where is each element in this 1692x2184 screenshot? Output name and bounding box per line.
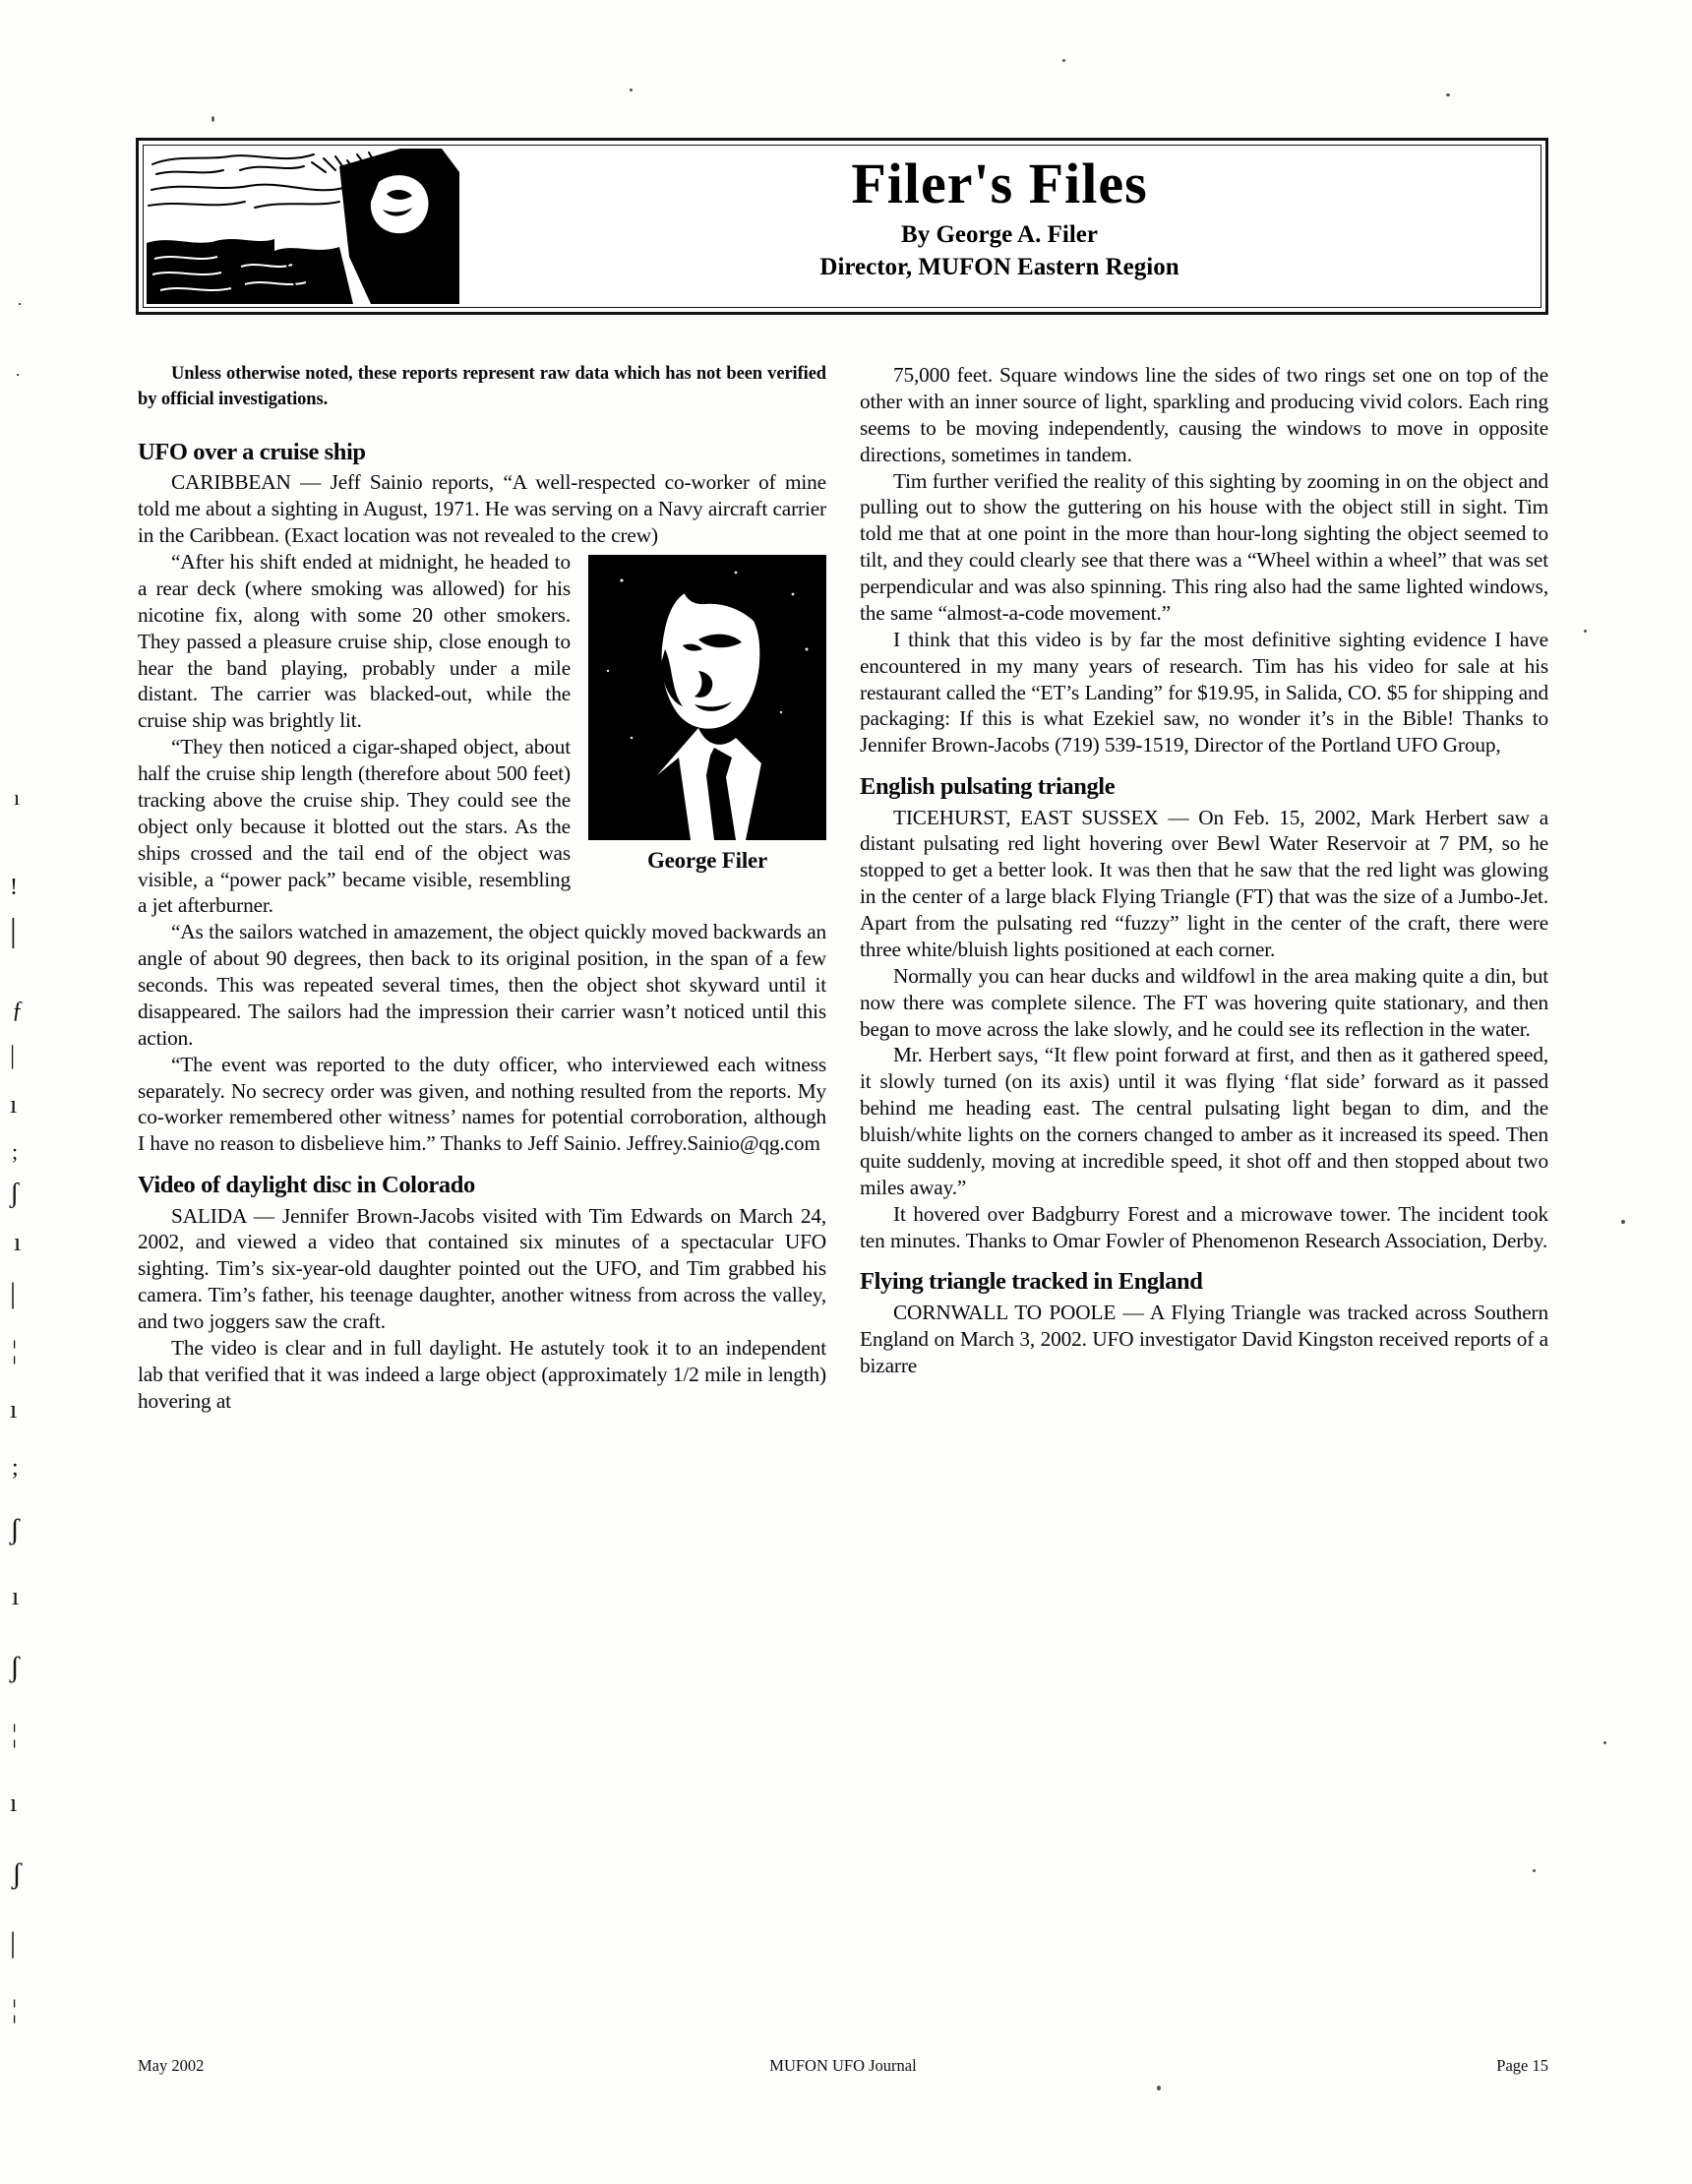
margin-mark: |	[10, 1926, 17, 1959]
masthead-titles	[463, 154, 1536, 283]
scan-speck	[1603, 1741, 1606, 1744]
paragraph: Normally you can hear ducks and wildfowl in the area making quite a din, but now there was complete silence. The FT was hovering quite stationary, and then began to move across the lake slowly, and he could see its reflection in the water.	[860, 963, 1548, 1041]
scan-speck	[212, 116, 214, 122]
paragraph: 75,000 feet. Square windows line the sides of two rings set one on top of the other with an inner source of light, sparkling and producing vivid colors. Each ring seems to be moving independently, causing the windows to move in opposite directions, sometimes in tandem.	[860, 363, 1548, 466]
column-left	[138, 362, 826, 2025]
scan-speck	[1621, 1220, 1625, 1224]
margin-mark: ¦	[12, 1720, 18, 1748]
paragraph: “As the sailors watched in amazement, the object quickly moved backwards an angle of about 90 degrees, then back to its original position, in the span of a few seconds. This was repeated several times, then the object shot skyward until it disappeared. The sailors had the impression their carrier wasn’t noticed until this action.	[138, 920, 826, 1050]
margin-mark: ƒ	[12, 998, 24, 1023]
section-heading-english-pulsating-triangle: English pulsating triangle	[860, 773, 1116, 801]
margin-mark: |	[10, 913, 17, 949]
margin-mark: ¦	[12, 1995, 18, 2024]
paragraph: “They then noticed a cigar-shaped object, about half the cruise ship length (therefore about 500 feet) tracking above the cruise ship. They could see the object only because it blotted out the stars. As the ships crossed and the tail end of the object was visible, a “power pack” became visible, resembling a jet afterburner.	[138, 735, 571, 918]
section-heading-flying-triangle-tracked-in-england: Flying triangle tracked in England	[860, 1268, 1203, 1296]
margin-mark: |	[10, 1277, 17, 1309]
margin-mark: ı	[10, 1789, 18, 1817]
margin-mark: ʃ	[10, 1513, 20, 1546]
margin-mark: ʃ	[12, 1857, 22, 1890]
margin-mark: ;	[12, 1139, 19, 1164]
margin-mark: ʃ	[10, 1179, 20, 1209]
scan-speck	[1157, 2086, 1161, 2091]
margin-mark: !	[10, 875, 18, 900]
margin-mark: ı	[12, 1582, 20, 1610]
masthead	[136, 138, 1548, 315]
margin-mark: ı	[14, 785, 21, 810]
george-filer-portrait-image	[588, 555, 826, 840]
paragraph: Mr. Herbert says, “It flew point forward at first, and then as it gathered speed, it slowly turned (on its axis) until it was flying ‘flat side’ forward as it passed behind me heading east. The central pulsating light began to dim, and the bluish/white lights on the corners changed to amber as it increased its speed. Then quite suddenly, moving at incredible speed, it shot off and then stopped about two miles away.”	[860, 1043, 1548, 1199]
margin-mark: .	[16, 361, 21, 380]
footer-publication: MUFON UFO Journal	[769, 2056, 917, 2075]
page-footer	[138, 2056, 1548, 2082]
paragraph: TICEHURST, EAST SUSSEX — On Feb. 15, 2002, Mark Herbert saw a distant pulsating red light hovering over Bewl Water Reservoir at 7 PM, so he stopped to get a better look. It was then that he saw that the red light was glowing in the center of a large black Flying Triangle (FT) that was the size of a Jumbo-Jet. Apart from the pulsating red “fuzzy” light in the center of the craft, there were three white/bluish lights positioned at each corner.	[860, 805, 1548, 961]
paragraph: I think that this video is by far the most definitive sighting evidence I have encountered in my many years of research. Tim has his video for sale at his restaurant called the “ET’s Landing” for $19.95, in Salida, CO. $5 for shipping and packaging: If this is what Ezekiel saw, no wonder it’s in the Bible! Thanks to Jennifer Brown-Jacobs (719) 539-1519, Director of the Portland UFO Group,	[860, 627, 1548, 758]
page-title: Filer's Files	[851, 152, 1148, 215]
scan-speck	[1584, 630, 1587, 633]
masthead-illustration	[147, 149, 459, 304]
paragraph: The video is clear and in full daylight. He astutely took it to an independent lab that verified that it was indeed a large object (approximately 1/2 mile in length) hovering at	[138, 1335, 826, 1413]
scan-speck	[1446, 93, 1450, 96]
paragraph: CORNWALL TO POOLE — A Flying Triangle was tracked across Southern England on March 3, 2002. UFO investigator David Kingston received reports of a bizarre	[860, 1300, 1548, 1377]
masthead-affiliation: Director, MUFON Eastern Region	[819, 253, 1179, 280]
masthead-byline: By George A. Filer	[901, 220, 1098, 248]
column-right	[860, 362, 1548, 2025]
margin-mark: ı	[10, 1090, 18, 1119]
margin-mark: ;	[12, 1455, 19, 1481]
paragraph: CARIBBEAN — Jeff Sainio reports, “A well-respected co-worker of mine told me about a sighting in August, 1971. He was serving on a Navy aircraft carrier in the Caribbean. (Exact location was not revealed to the crew)	[138, 470, 826, 548]
section-heading-video-of-daylight-disc-in-colorado: Video of daylight disc in Colorado	[138, 1172, 475, 1199]
paragraph: Tim further verified the reality of this sighting by zooming in on the object and pulling out to show the guttering on his house with the object still in sight. Tim told me that at one point in the more than hour-long sighting the object seemed to tilt, and they could clearly see that there was a “Wheel within a wheel” that was set perpendicular and was also spinning. This ring also had the same lighted windows, the same “almost-a-code movement.”	[860, 468, 1548, 625]
section-heading-ufo-over-a-cruise-ship: UFO over a cruise ship	[138, 439, 366, 466]
margin-mark: ı	[14, 1228, 22, 1256]
portrait-caption: George Filer	[646, 848, 768, 874]
footer-page-number: Page 15	[1496, 2056, 1548, 2075]
scan-speck	[1062, 59, 1065, 62]
margin-mark: ı	[10, 1395, 18, 1424]
margin-mark: ʃ	[10, 1651, 20, 1683]
margin-mark: ¦	[12, 1336, 18, 1365]
footer-issue-date: May 2002	[138, 2056, 205, 2075]
paragraph: SALIDA — Jennifer Brown-Jacobs visited with Tim Edwards on March 24, 2002, and viewed a video that contained six minutes of a spectacular UFO sighting. Tim’s six-year-old daughter pointed out the UFO, and Tim grabbed his camera. Tim’s father, his teenage daughter, another witness from across the valley, and two joggers saw the craft.	[138, 1203, 826, 1334]
portrait-figure	[588, 555, 826, 876]
paragraph: It hovered over Badgburry Forest and a microwave tower. The incident took ten minutes. Thanks to Omar Fowler of Phenomenon Research Association, Derby.	[860, 1201, 1548, 1252]
article-body	[138, 362, 1548, 2025]
scan-speck	[630, 89, 633, 91]
scan-speck	[1533, 1869, 1536, 1872]
paragraph: “The event was reported to the duty officer, who interviewed each witness separately. No secrecy order was given, and nothing resulted from the reports. My co-worker remembered other witness’ names for potential corroboration, although I have no reason to disbelieve him.” Thanks to Jeff Sainio. Jeffrey.Sainio@qg.com	[138, 1052, 826, 1156]
margin-mark: .	[18, 290, 23, 309]
disclaimer-note: Unless otherwise noted, these reports represent raw data which has not been verified by official investigations.	[138, 364, 826, 409]
paragraph: “After his shift ended at midnight, he headed to a rear deck (where smoking was allowed) for his nicotine fix, along with some 20 other smokers. They passed a pleasure cruise ship, close enough to hear the band playing, probably under a mile distant. The carrier was blacked-out, while the cruise ship was brightly lit.	[138, 550, 571, 733]
margin-mark: |	[10, 1041, 16, 1069]
